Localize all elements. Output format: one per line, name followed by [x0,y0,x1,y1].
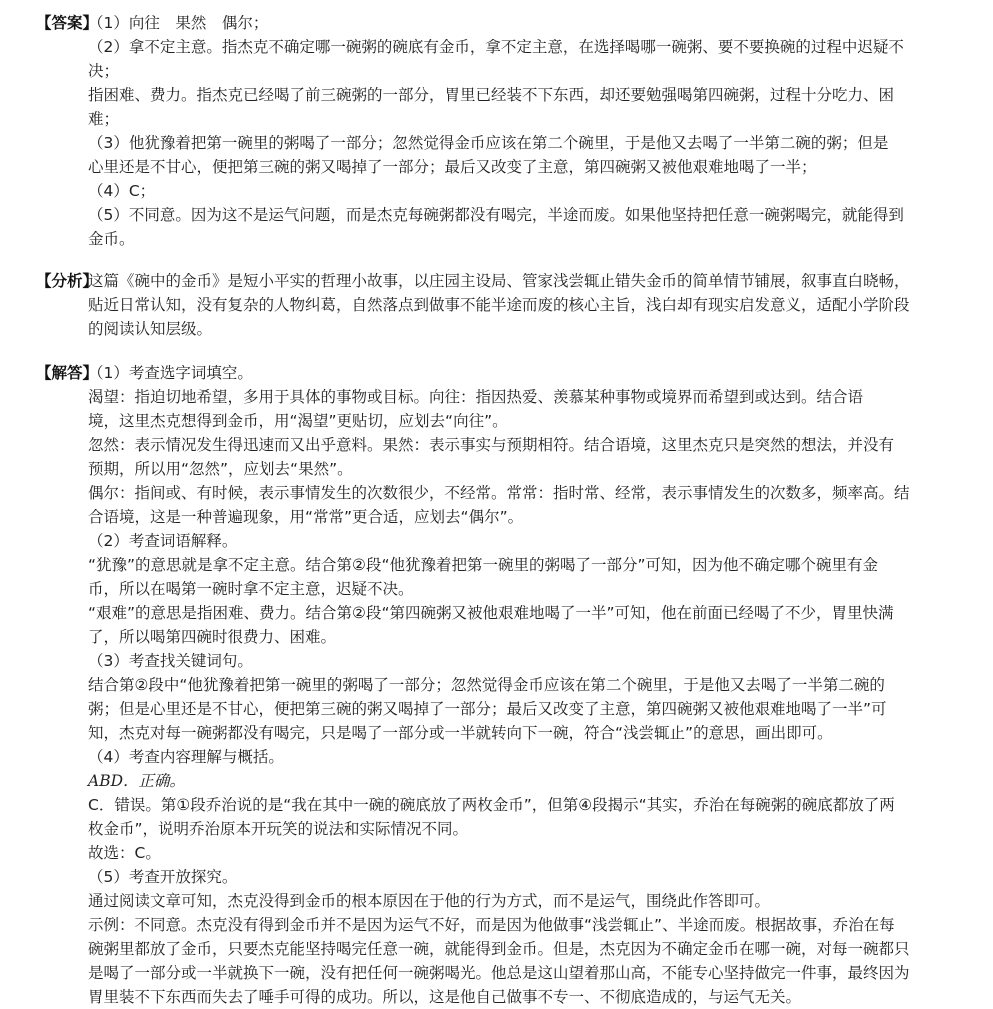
solution-line: 币，所以在喝第一碗时拿不定主意，迟疑不决。 [88,580,414,598]
solution-line: 知，杰克对每一碗粥都没有喝完，只是喝了一部分或一半就转向下一碗，符合“浅尝辄止”的意思，画出即可。 [88,724,833,742]
analysis-line: 贴近日常认知，没有复杂的人物纠葛，自然落点到做事不能半途而废的核心主旨，浅白却有现实启发意义，适配小学阶段 [88,296,910,314]
answer-line: （1）向往 果然 偶尔； [88,14,269,32]
answer-line: 难； [88,110,120,128]
solution-line: 偶尔：指间或、有时候，表示事情发生的次数很少，不经常。常常：指时常、经常，表示事情发生的次数多，频率高。结 [88,484,910,502]
solution-line: C．错误。第①段乔治说的是“我在其中一碗的碗底放了两枚金币”，但第④段揭示“其实，乔治在每碗粥的碗底都放了两 [88,796,895,814]
answer-line: （5）不同意。因为这不是运气问题，而是杰克每碗粥都没有喝完，半途而废。如果他坚持把任意一碗粥喝完，就能得到 [88,206,904,224]
answer-line: （4）C； [88,182,156,200]
solution-line: 合语境，这是一种普遍现象，用“常常”更合适，应划去“偶尔”。 [88,508,524,526]
analysis-line: 这篇《碗中的金币》是短小平实的哲理小故事，以庄园主设局、管家浅尝辄止错失金币的简单情节铺展，叙事直白晓畅， [88,272,910,290]
solution-line: “犹豫”的意思就是拿不定主意。结合第②段“他犹豫着把第一碗里的粥喝了一部分”可知，因为他不确定哪个碗里有金 [88,556,879,574]
answer-line: （3）他犹豫着把第一碗里的粥喝了一部分；忽然觉得金币应该在第二个碗里，于是他又去喝了一半第二碗的粥；但是 [88,134,889,152]
solution-line: （3）考查找关键词句。 [88,652,253,670]
solution-tag: 【解答】 [36,364,99,382]
solution-line: 渴望：指迫切地希望，多用于具体的事物或目标。向往：指因热爱、羡慕某种事物或境界而希望到或达到。结合语 [88,388,864,406]
solution-line: 枚金币”，说明乔治原本开玩笑的说法和实际情况不同。 [88,820,469,838]
solution-line: ABD．正确。 [88,772,186,790]
solution-line: 预期，所以用“忽然”，应划去“果然”。 [88,460,353,478]
answer-line: （2）拿不定主意。指杰克不确定哪一碗粥的碗底有金币，拿不定主意，在选择喝哪一碗粥、要不要换碗的过程中迟疑不 [88,38,904,56]
solution-line: 忽然：表示情况发生得迅速而又出乎意料。果然：表示事实与预期相符。结合语境，这里杰克只是突然的想法，并没有 [88,436,895,454]
solution-line: 故选：C。 [88,844,161,862]
solution-line: 境，这里杰克想得到金币，用“渴望”更贴切，应划去“向往”。 [88,412,508,430]
answer-line: 心里还是不甘心，便把第三碗的粥又喝掉了一部分；最后又改变了主意，第四碗粥又被他艰难地喝了一半； [88,158,817,176]
solution-line: 结合第②段中“他犹豫着把第一碗里的粥喝了一部分；忽然觉得金币应该在第二个碗里，于是他又去喝了一半第二碗的 [88,676,885,694]
analysis-line: 的阅读认知层级。 [88,320,213,338]
solution-line: （5）考查开放探究。 [88,868,238,886]
solution-line: （2）考查词语解释。 [88,532,238,550]
solution-line: 示例：不同意。杰克没有得到金币并不是因为运气不好，而是因为他做事“浅尝辄止”、半途而废。根据故事，乔治在每 [88,916,895,934]
solution-line: 碗粥里都放了金币，只要杰克能坚持喝完任意一碗，就能得到金币。但是，杰克因为不确定金币在哪一碗，对每一碗都只 [88,940,910,958]
answer-line: 决； [88,62,120,80]
answer-line: 指困难、费力。指杰克已经喝了前三碗粥的一部分，胃里已经装不下东西，却还要勉强喝第四碗粥，过程十分吃力、困 [88,86,895,104]
solution-line: （1）考查选字词填空。 [88,364,253,382]
answer-tag: 【答案】 [36,14,99,32]
solution-line: （4）考查内容理解与概括。 [88,748,284,766]
solution-line: 通过阅读文章可知，杰克没得到金币的根本原因在于他的行为方式，而不是运气，围绕此作答即可。 [88,892,771,910]
analysis-tag: 【分析】 [36,272,99,290]
solution-line: 粥；但是心里还是不甘心，便把第三碗的粥又喝掉了一部分；最后又改变了主意，第四碗粥又被他艰难地喝了一半”可 [88,700,887,718]
solution-line: “艰难”的意思是指困难、费力。结合第②段“第四碗粥又被他艰难地喝了一半”可知，他在前面已经喝了不少，胃里快满 [88,604,894,622]
solution-line: 了，所以喝第四碗时很费力、困难。 [88,628,337,646]
solution-line: 胃里装不下东西而失去了唾手可得的成功。所以，这是他自己做事不专一、不彻底造成的，与运气无关。 [88,988,802,1006]
solution-line: 是喝了一部分或一半就换下一碗，没有把任何一碗粥喝光。他总是这山望着那山高，不能专心坚持做完一件事，最终因为 [88,964,910,982]
answer-line: 金币。 [88,230,135,248]
